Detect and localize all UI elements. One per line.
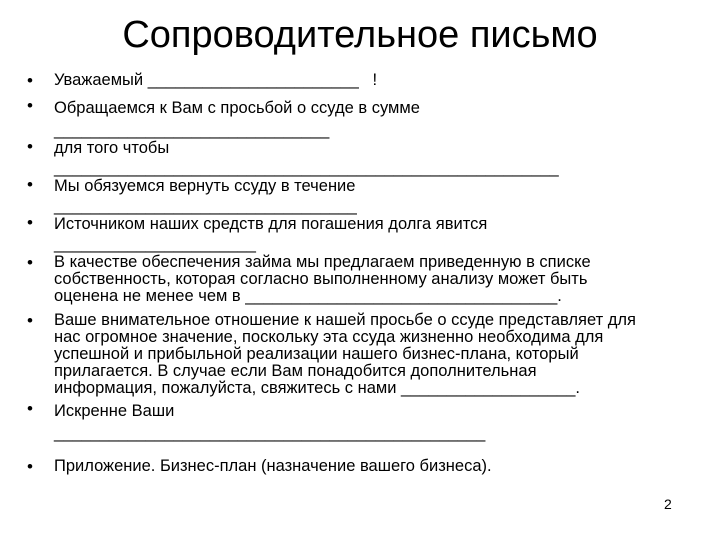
bullet-icon: • (27, 399, 33, 418)
slide-title: Сопроводительное письмо (122, 14, 598, 56)
bullet-icon: • (27, 311, 33, 330)
bullet-icon: • (27, 213, 33, 232)
list-item-text: В качестве обеспечения займа мы предлагаем приведенную в списке собственность, которая согласно выполненному анализу может быть оценена не менее чем в __________________________________. (54, 253, 591, 305)
list-item-text: для того чтобы _______________________________________________________ (54, 139, 559, 177)
bullet-icon: • (27, 457, 33, 476)
list-item-text: Мы обязуемся вернуть ссуду в течение _________________________________ (54, 177, 357, 215)
list-item-text: Источником наших средств для погашения долга явится ______________________ (54, 215, 488, 253)
list-item-text: Ваше внимательное отношение к нашей просьбе о ссуде представляет для нас огромное значение, поскольку эта ссуда жизненно необходима для успешной и прибыльной реализации нашего бизнес-плана, который прилагается. В случае если Вам понадобится дополнительная информация, пожалуйста, свяжитесь с нами ___________________. (54, 311, 636, 397)
page-number: 2 (664, 496, 672, 512)
list-item-text: Обращаемся к Вам с просьбой о ссуде в сумме ______________________________ (54, 99, 420, 139)
bullet-icon: • (27, 253, 33, 272)
list-item-text: Искренне Ваши _______________________________________________ (54, 402, 486, 442)
list-item-text: Приложение. Бизнес-план (назначение вашего бизнеса). (54, 457, 492, 475)
bullet-icon: • (27, 96, 33, 115)
bullet-icon: • (27, 137, 33, 156)
bullet-icon: • (27, 71, 33, 90)
list-item-text: Уважаемый _______________________ ! (54, 71, 378, 89)
bullet-icon: • (27, 175, 33, 194)
